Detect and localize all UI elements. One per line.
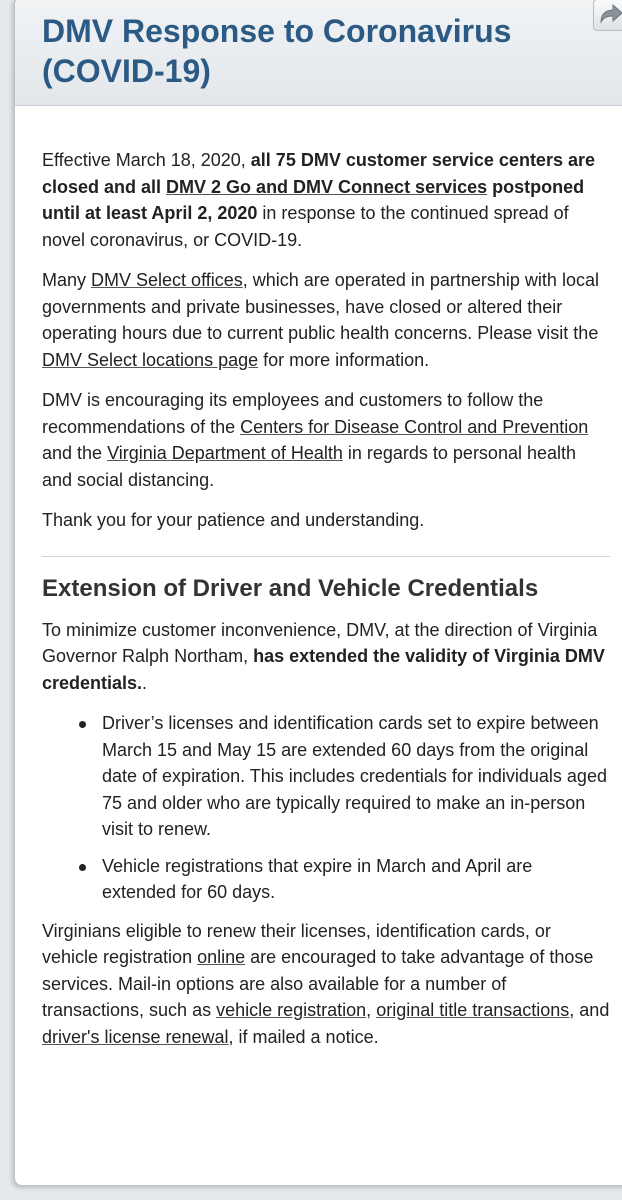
health-guidance-paragraph: DMV is encouraging its employees and customers to follow the recommendations of the Centers for Disease Control and Prevention and the Virginia Department of Health in regards to personal health and social distancing. [42, 390, 589, 490]
dmv-select-locations-link[interactable]: DMV Select locations page [42, 349, 259, 370]
share-arrow-icon [598, 3, 622, 25]
extension-list [42, 710, 610, 906]
list-item: Vehicle registrations that expire in March and April are extended for 60 days. [102, 853, 610, 906]
thank-you-paragraph: Thank you for your patience and understanding. [42, 510, 425, 530]
page-title: DMV Response to Coronavirus (COVID-19) [42, 13, 512, 89]
article-body [42, 147, 610, 1064]
online-renewal-link[interactable]: online [197, 947, 246, 967]
bullet-icon [79, 721, 86, 728]
extension-intro-paragraph: To minimize customer inconvenience, DMV, at the direction of Virginia Governor Ralph Northam, has extended the validity of Virginia DMV credentials.. [42, 619, 605, 693]
dmv2go-connect-link[interactable]: DMV 2 Go and DMV Connect services [166, 176, 488, 197]
license-renewal-link[interactable]: driver's license renewal [42, 1026, 229, 1047]
share-button[interactable] [593, 0, 622, 31]
section-divider [42, 556, 610, 557]
covid-closure-paragraph: Effective March 18, 2020, all 75 DMV customer service centers are closed and all DMV 2 Go and DMV Connect services postponed until at least April 2, 2020 in response to the continued spread of novel coronavirus, or COVID-19. [42, 150, 595, 250]
extension-section-title: Extension of Driver and Vehicle Credentials [42, 574, 539, 602]
renewal-options-paragraph: Virginians eligible to renew their licenses, identification cards, or vehicle registration online are encouraged to take advantage of those services. Mail-in options are also available for a number of transactions, such as vehicle registration, original title transactions, and driver's license renewal, if mailed a notice. [42, 920, 610, 1047]
bullet-icon [79, 864, 86, 871]
content-panel [14, 0, 622, 1186]
vehicle-registration-link[interactable]: vehicle registration [216, 1000, 367, 1020]
dmv-select-paragraph: Many DMV Select offices, which are operated in partnership with local governments and private businesses, have closed or altered their operating hours due to current public health concerns. Please visit the DMV Select locations page for more information. [42, 270, 599, 370]
vdh-link[interactable]: Virginia Department of Health [107, 443, 343, 463]
dmv-select-offices-link[interactable]: DMV Select offices [91, 270, 243, 290]
original-title-link[interactable]: original title transactions [376, 1000, 570, 1020]
cdc-link[interactable]: Centers for Disease Control and Prevention [240, 416, 589, 437]
page-header [15, 0, 622, 106]
list-item: Driver’s licenses and identification cards set to expire between March 15 and May 15 are extended 60 days from the original date of expiration. This includes credentials for individuals aged 75 and older who are typically required to make an in-person visit to renew. [102, 710, 610, 843]
